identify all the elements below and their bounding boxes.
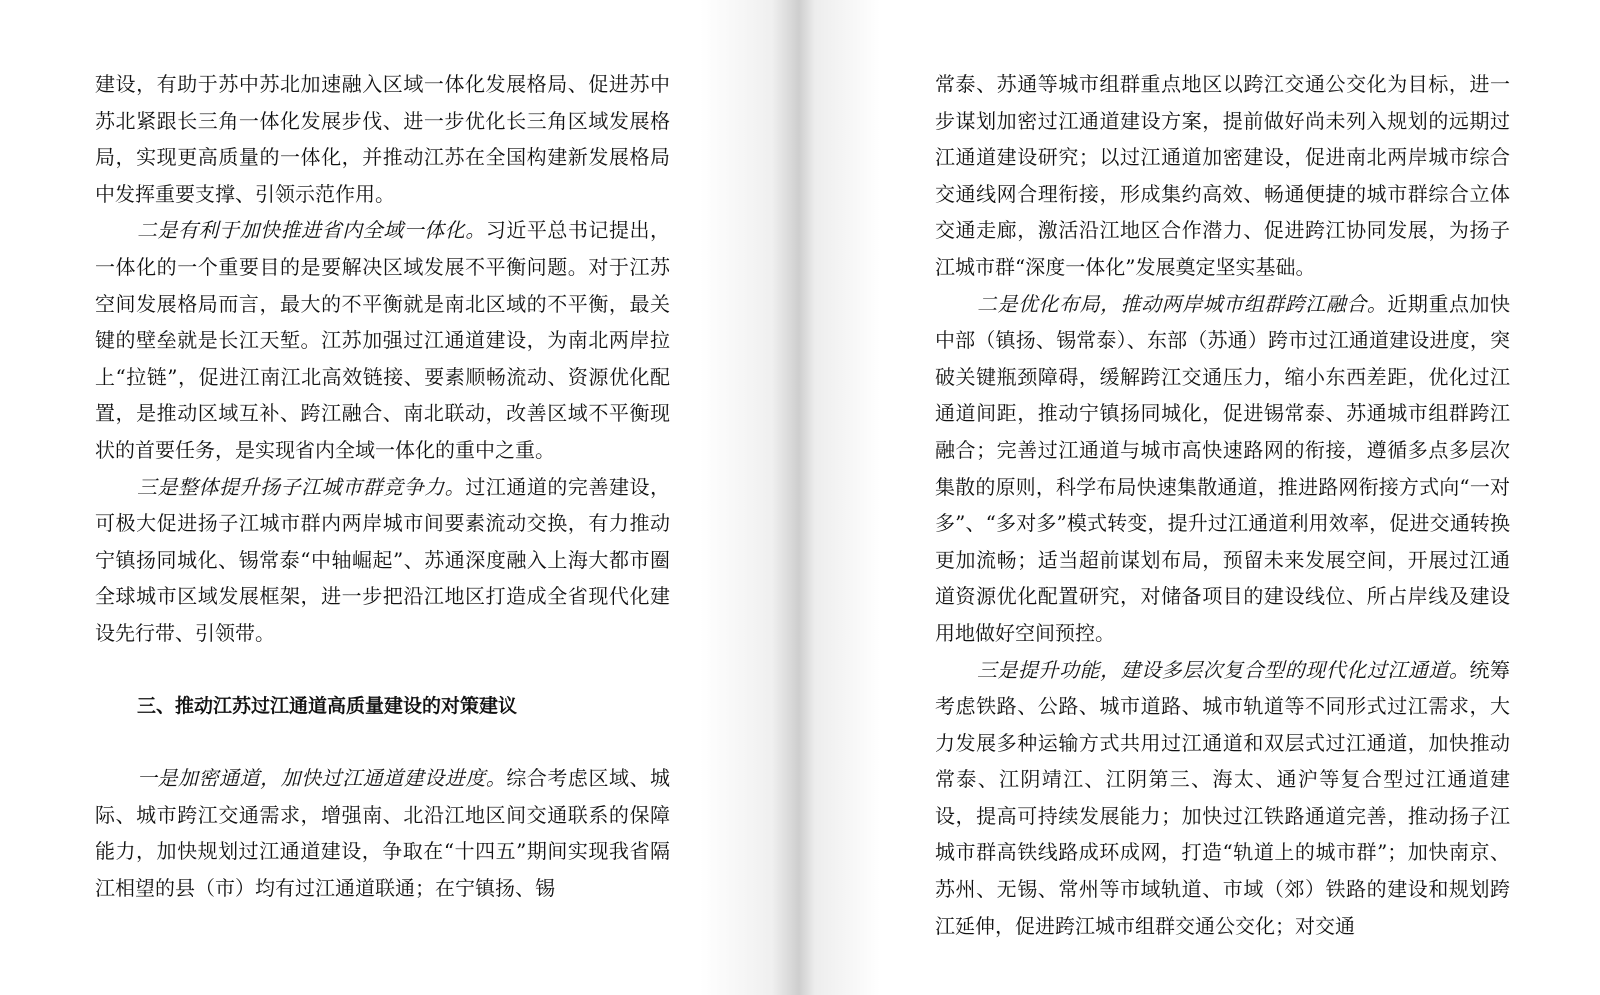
- paragraph: [95, 212, 670, 468]
- paragraph: [95, 469, 670, 652]
- paragraph-body: 过江通道的完善建设，可极大促进扬子江城市群内两岸城市间要素流动交换，有力推动宁镇扬同城化、锡常泰“中轴崛起”、苏通深度融入上海大都市圈全球城市区域发展框架，进一步把沿江地区打造成全省现代化建设先行带、引领带。: [95, 474, 671, 645]
- right-text-column: [935, 66, 1510, 944]
- paragraph-lead: 二是有利于加快推进省内全域一体化。: [137, 218, 486, 243]
- paragraph: 建设，有助于苏中苏北加速融入区域一体化发展格局、促进苏中苏北紧跟长三角一体化发展步伐、进一步优化长三角区域发展格局，实现更高质量的一体化，并推动江苏在全国构建新发展格局中发挥重要支撑、引领示范作用。: [95, 72, 670, 206]
- paragraph-body: 综合考虑区域、城际、城市跨江交通需求，增强南、北沿江地区间交通联系的保障能力，加快规划过江通道建设，争取在“十四五”期间实现我省隔江相望的县（市）均有过江通道联通；在宁镇扬、锡: [95, 766, 671, 900]
- paragraph: [935, 286, 1510, 652]
- right-page: [800, 0, 1600, 995]
- paragraph-body: 统筹考虑铁路、公路、城市道路、城市轨道等不同形式过江需求，大力发展多种运输方式共用过江通道和双层式过江通道，加快推动常泰、江阴靖江、江阴第三、海太、通沪等复合型过江通道建设，提高可持续发展能力；加快过江铁路通道完善，推动扬子江城市群高铁线路成环成网，打造“轨道上的城市群”；加快南京、苏州、无锡、常州等市域轨道、市域（郊）铁路的建设和规划跨江延伸，促进跨江城市组群交通公交化；对交通: [935, 657, 1511, 938]
- paragraph-body: 习近平总书记提出，一体化的一个重要目的是要解决区域发展不平衡问题。对于江苏空间发展格局而言，最大的不平衡就是南北区域的不平衡，最关键的壁垒就是长江天堑。江苏加强过江通道建设，为南北两岸拉上“拉链”，促进江南江北高效链接、要素顺畅流动、资源优化配置，是推动区域互补、跨江融合、南北联动，改善区域不平衡现状的首要任务，是实现省内全域一体化的重中之重。: [95, 218, 671, 462]
- paragraph: [935, 652, 1510, 945]
- paragraph-lead: 三是提升功能，建设多层次复合型的现代化过江通道。: [977, 657, 1470, 682]
- section-heading: 三、推动江苏过江通道高质量建设的对策建议: [137, 694, 518, 717]
- paragraph-body: 近期重点加快中部（镇扬、锡常泰）、东部（苏通）跨市过江通道建设进度，突破关键瓶颈障碍，缓解跨江交通压力，缩小东西差距，优化过江通道间距，推动宁镇扬同城化，促进锡常泰、苏通城市组群跨江融合；完善过江通道与城市高快速路网的衔接，遵循多点多层次集散的原则，科学布局快速集散通道，推进路网衔接方式向“一对多”、“多对多”模式转变，提升过江通道利用效率，促进交通转换更加流畅；适当超前谋划布局，预留未来发展空间，开展过江通道资源优化配置研究，对储备项目的建设线位、所占岸线及建设用地做好空间预控。: [935, 291, 1511, 645]
- paragraph-lead: 三是整体提升扬子江城市群竞争力。: [137, 474, 466, 499]
- paragraph-lead: 二是优化布局，推动两岸城市组群跨江融合。: [977, 291, 1388, 316]
- left-text-column: [95, 66, 670, 906]
- paragraph: [95, 760, 670, 906]
- paragraph: 常泰、苏通等城市组群重点地区以跨江交通公交化为目标，进一步谋划加密过江通道建设方案，提前做好尚未列入规划的远期过江通道建设研究；以过江通道加密建设，促进南北两岸城市综合交通线网合理衔接，形成集约高效、畅通便捷的城市群综合立体交通走廊，激活沿江地区合作潜力、促进跨江协同发展，为扬子江城市群“深度一体化”发展奠定坚实基础。: [935, 72, 1510, 279]
- paragraph-lead: 一是加密通道，加快过江通道建设进度。: [137, 766, 507, 791]
